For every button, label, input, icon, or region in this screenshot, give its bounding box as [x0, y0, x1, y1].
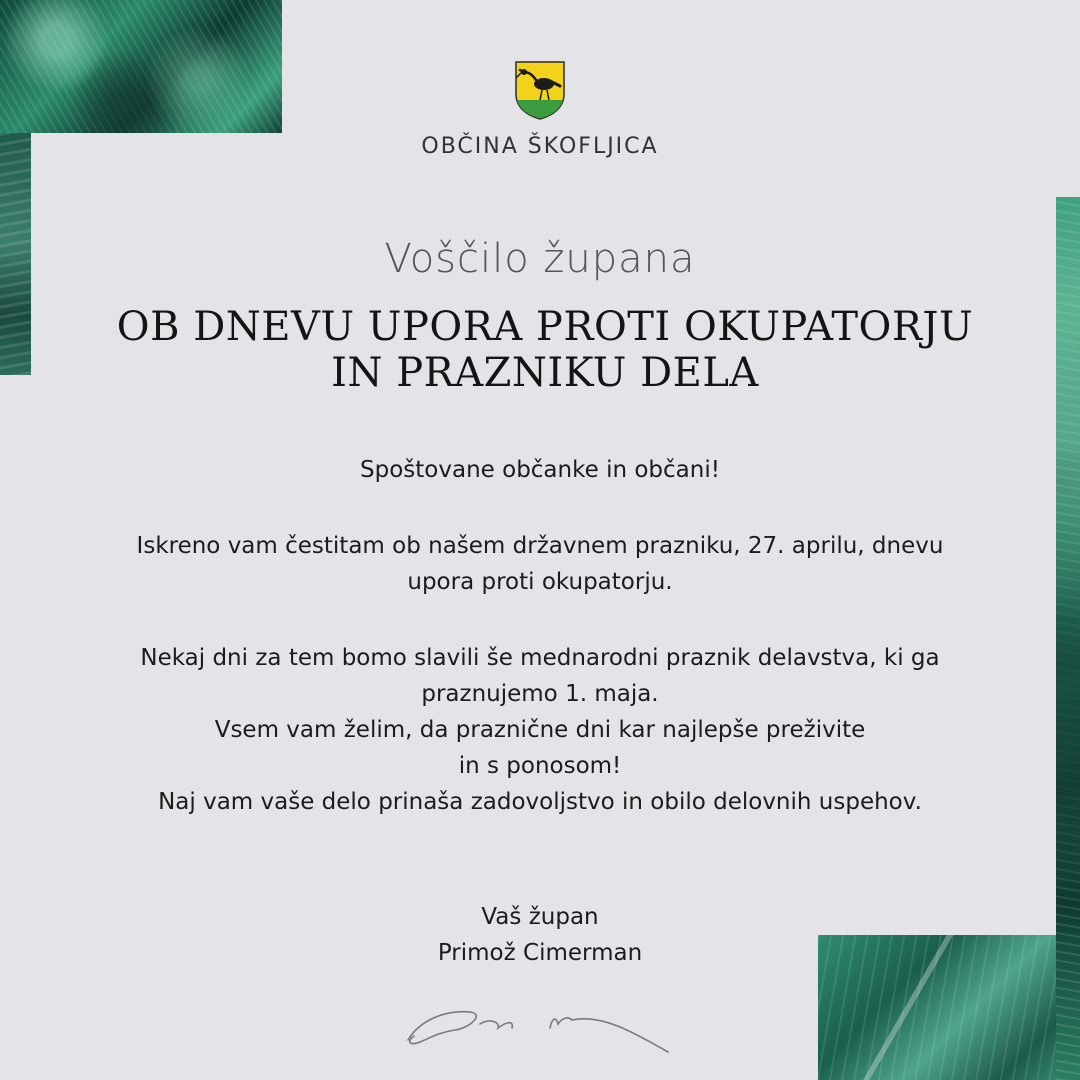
decorative-texture-right-strip: [1056, 197, 1080, 1080]
paragraph-line: Nekaj dni za tem bomo slavili še mednarodni praznik delavstva, ki ga: [140, 645, 940, 671]
mayor-name: Primož Cimerman: [437, 940, 643, 966]
paragraph-line: Naj vam vaše delo prinaša zadovoljstvo in obilo delovnih uspehov.: [158, 789, 922, 815]
closing-line: Vaš župan: [481, 904, 599, 930]
signature-block: [40, 899, 1040, 971]
wishes-paragraph: [40, 640, 1040, 820]
paragraph-line: Vsem vam želim, da praznične dni kar najlepše preživite: [214, 717, 866, 743]
greeting-text: Spoštovane občanke in občani!: [360, 457, 720, 483]
paragraph-line: Iskreno vam čestitam ob našem državnem prazniku, 27. aprilu, dnevu: [136, 533, 944, 559]
page-subtitle: Voščilo župana: [384, 236, 696, 282]
paragraph-line: upora proti okupatorju.: [407, 569, 673, 595]
municipality-logo: [0, 60, 1080, 159]
paragraph-line: in s ponosom!: [458, 753, 622, 779]
coat-of-arms-icon: [514, 60, 566, 120]
congratulations-paragraph: [40, 528, 1040, 600]
handwritten-signature: [400, 990, 690, 1060]
paragraph-line: praznujemo 1. maja.: [421, 681, 659, 707]
page-title: OB DNEVU UPORA PROTI OKUPATORJU IN PRAZNIKU DELA: [116, 304, 974, 396]
municipality-name: OBČINA ŠKOFLJICA: [421, 134, 659, 159]
